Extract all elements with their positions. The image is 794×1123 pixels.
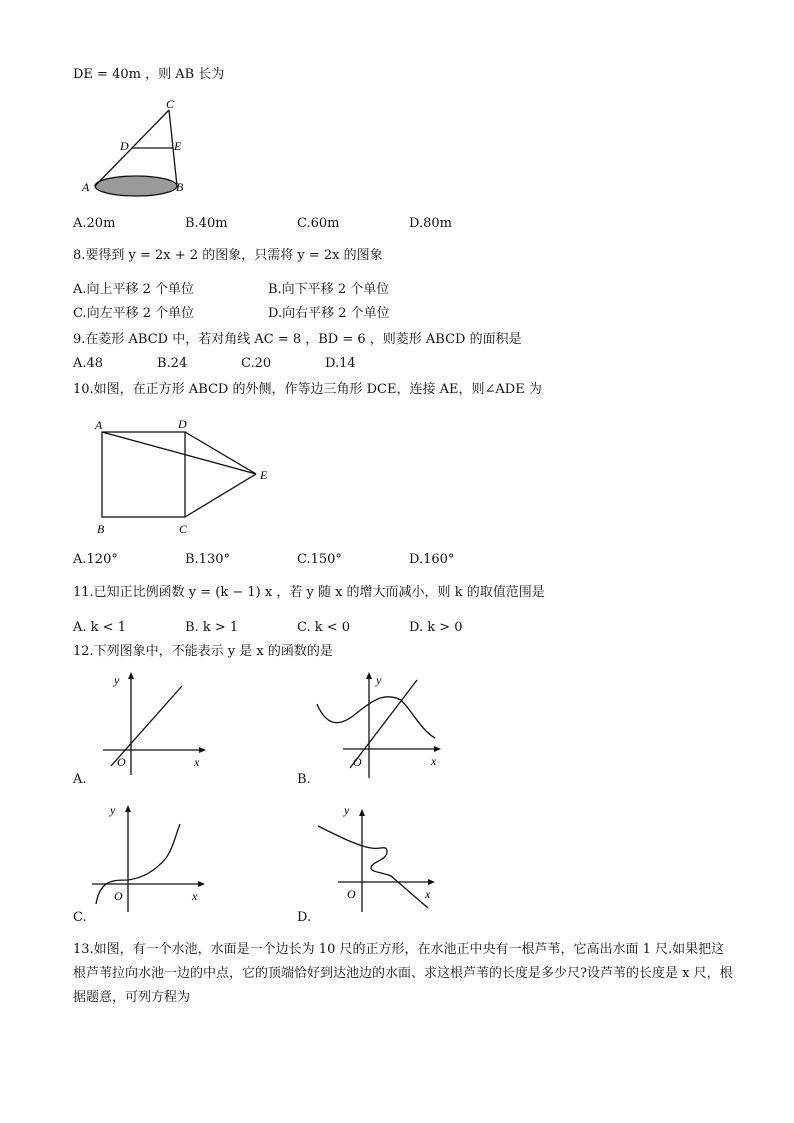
q10-option-d: D.160° bbox=[409, 552, 455, 567]
q7-label-e: E bbox=[174, 139, 182, 153]
q12-a-y-label: y bbox=[114, 673, 120, 687]
q11-option-a: A. k < 1 bbox=[73, 620, 126, 635]
q7-figure-cone bbox=[78, 96, 198, 200]
q12-b-origin: O bbox=[353, 755, 362, 769]
q8-option-a: A.向上平移 2 个单位 bbox=[73, 282, 195, 297]
q12-tag-a: A. bbox=[73, 772, 87, 787]
q12-d-y-label: y bbox=[344, 803, 350, 817]
q10-label-e: E bbox=[260, 468, 268, 482]
q8-option-b: B.向下平移 2 个单位 bbox=[268, 282, 390, 297]
q11-option-c: C. k < 0 bbox=[297, 620, 351, 635]
q12-stem: 12.下列图象中，不能表示 y 是 x 的函数的是 bbox=[73, 644, 333, 659]
q10-option-a: A.120° bbox=[73, 552, 118, 567]
q12-graph-c bbox=[88, 800, 213, 910]
q10-label-c: C bbox=[179, 522, 188, 536]
q10-stem: 10.如图，在正方形 ABCD 的外侧，作等边三角形 DCE，连接 AE，则∠ADE 为 bbox=[73, 382, 542, 397]
q12-tag-d: D. bbox=[297, 910, 312, 925]
q10-label-a: A bbox=[95, 418, 103, 432]
q9-option-a: A.48 bbox=[73, 356, 104, 371]
q9-option-d: D.14 bbox=[325, 356, 356, 371]
q10-option-b: B.130° bbox=[185, 552, 230, 567]
q11-option-b: B. k > 1 bbox=[185, 620, 239, 635]
q10-label-b: B bbox=[97, 522, 105, 536]
q8-stem: 8.要得到 y = 2x + 2 的图象，只需将 y = 2x 的图象 bbox=[73, 248, 383, 263]
q12-tag-c: C. bbox=[73, 910, 87, 925]
q10-figure-square-triangle bbox=[90, 412, 280, 538]
q7-label-c: C bbox=[166, 97, 175, 111]
q7-option-b: B.40m bbox=[185, 216, 228, 231]
q12-graph-d bbox=[313, 800, 438, 910]
q12-b-x-label: x bbox=[431, 754, 437, 768]
q9-option-c: C.20 bbox=[241, 356, 272, 371]
q12-a-x-label: x bbox=[194, 755, 200, 769]
q12-graph-b bbox=[313, 670, 443, 775]
q12-d-x-label: x bbox=[425, 887, 431, 901]
q9-stem: 9.在菱形 ABCD 中，若对角线 AC = 8 ，BD = 6 ，则菱形 ABCD 的面积是 bbox=[73, 332, 522, 347]
q10-label-d: D bbox=[178, 417, 187, 431]
q7-continuation: DE = 40m ，则 AB 长为 bbox=[73, 67, 225, 82]
q12-graph-a bbox=[98, 670, 210, 775]
q13-stem: 13.如图，有一个水池，水面是一个边长为 10 尺的正方形，在水池正中央有一根芦苇，它高出水面 1 尺.如果把这根芦苇拉向水池一边的中点，它的顶端恰好到达池边的水面、求这根芦苇的长度是多少尺?设芦苇的长度是 x 尺，根据题意，可列方程为 bbox=[73, 942, 733, 1005]
q7-option-c: C.60m bbox=[297, 216, 340, 231]
q11-stem: 11.已知正比例函数 y = (k − 1) x ，若 y 随 x 的增大而减小，则 k 的取值范围是 bbox=[73, 585, 545, 600]
q10-option-c: C.150° bbox=[297, 552, 342, 567]
q12-c-y-label: y bbox=[110, 803, 116, 817]
q8-option-c: C.向左平移 2 个单位 bbox=[73, 306, 195, 321]
q7-label-d: D bbox=[120, 139, 129, 153]
q12-b-y-label: y bbox=[376, 673, 382, 687]
q7-option-a: A.20m bbox=[73, 216, 116, 231]
q8-option-d: D.向右平移 2 个单位 bbox=[268, 306, 390, 321]
q12-c-x-label: x bbox=[192, 889, 198, 903]
q12-c-origin: O bbox=[114, 889, 123, 903]
q7-option-d: D.80m bbox=[409, 216, 452, 231]
q12-a-origin: O bbox=[117, 755, 126, 769]
q12-tag-b: B. bbox=[297, 772, 311, 787]
q12-d-origin: O bbox=[347, 887, 356, 901]
q7-label-a: A bbox=[82, 180, 90, 194]
q7-label-b: B bbox=[176, 180, 184, 194]
q11-option-d: D. k > 0 bbox=[409, 620, 463, 635]
q9-option-b: B.24 bbox=[157, 356, 188, 371]
